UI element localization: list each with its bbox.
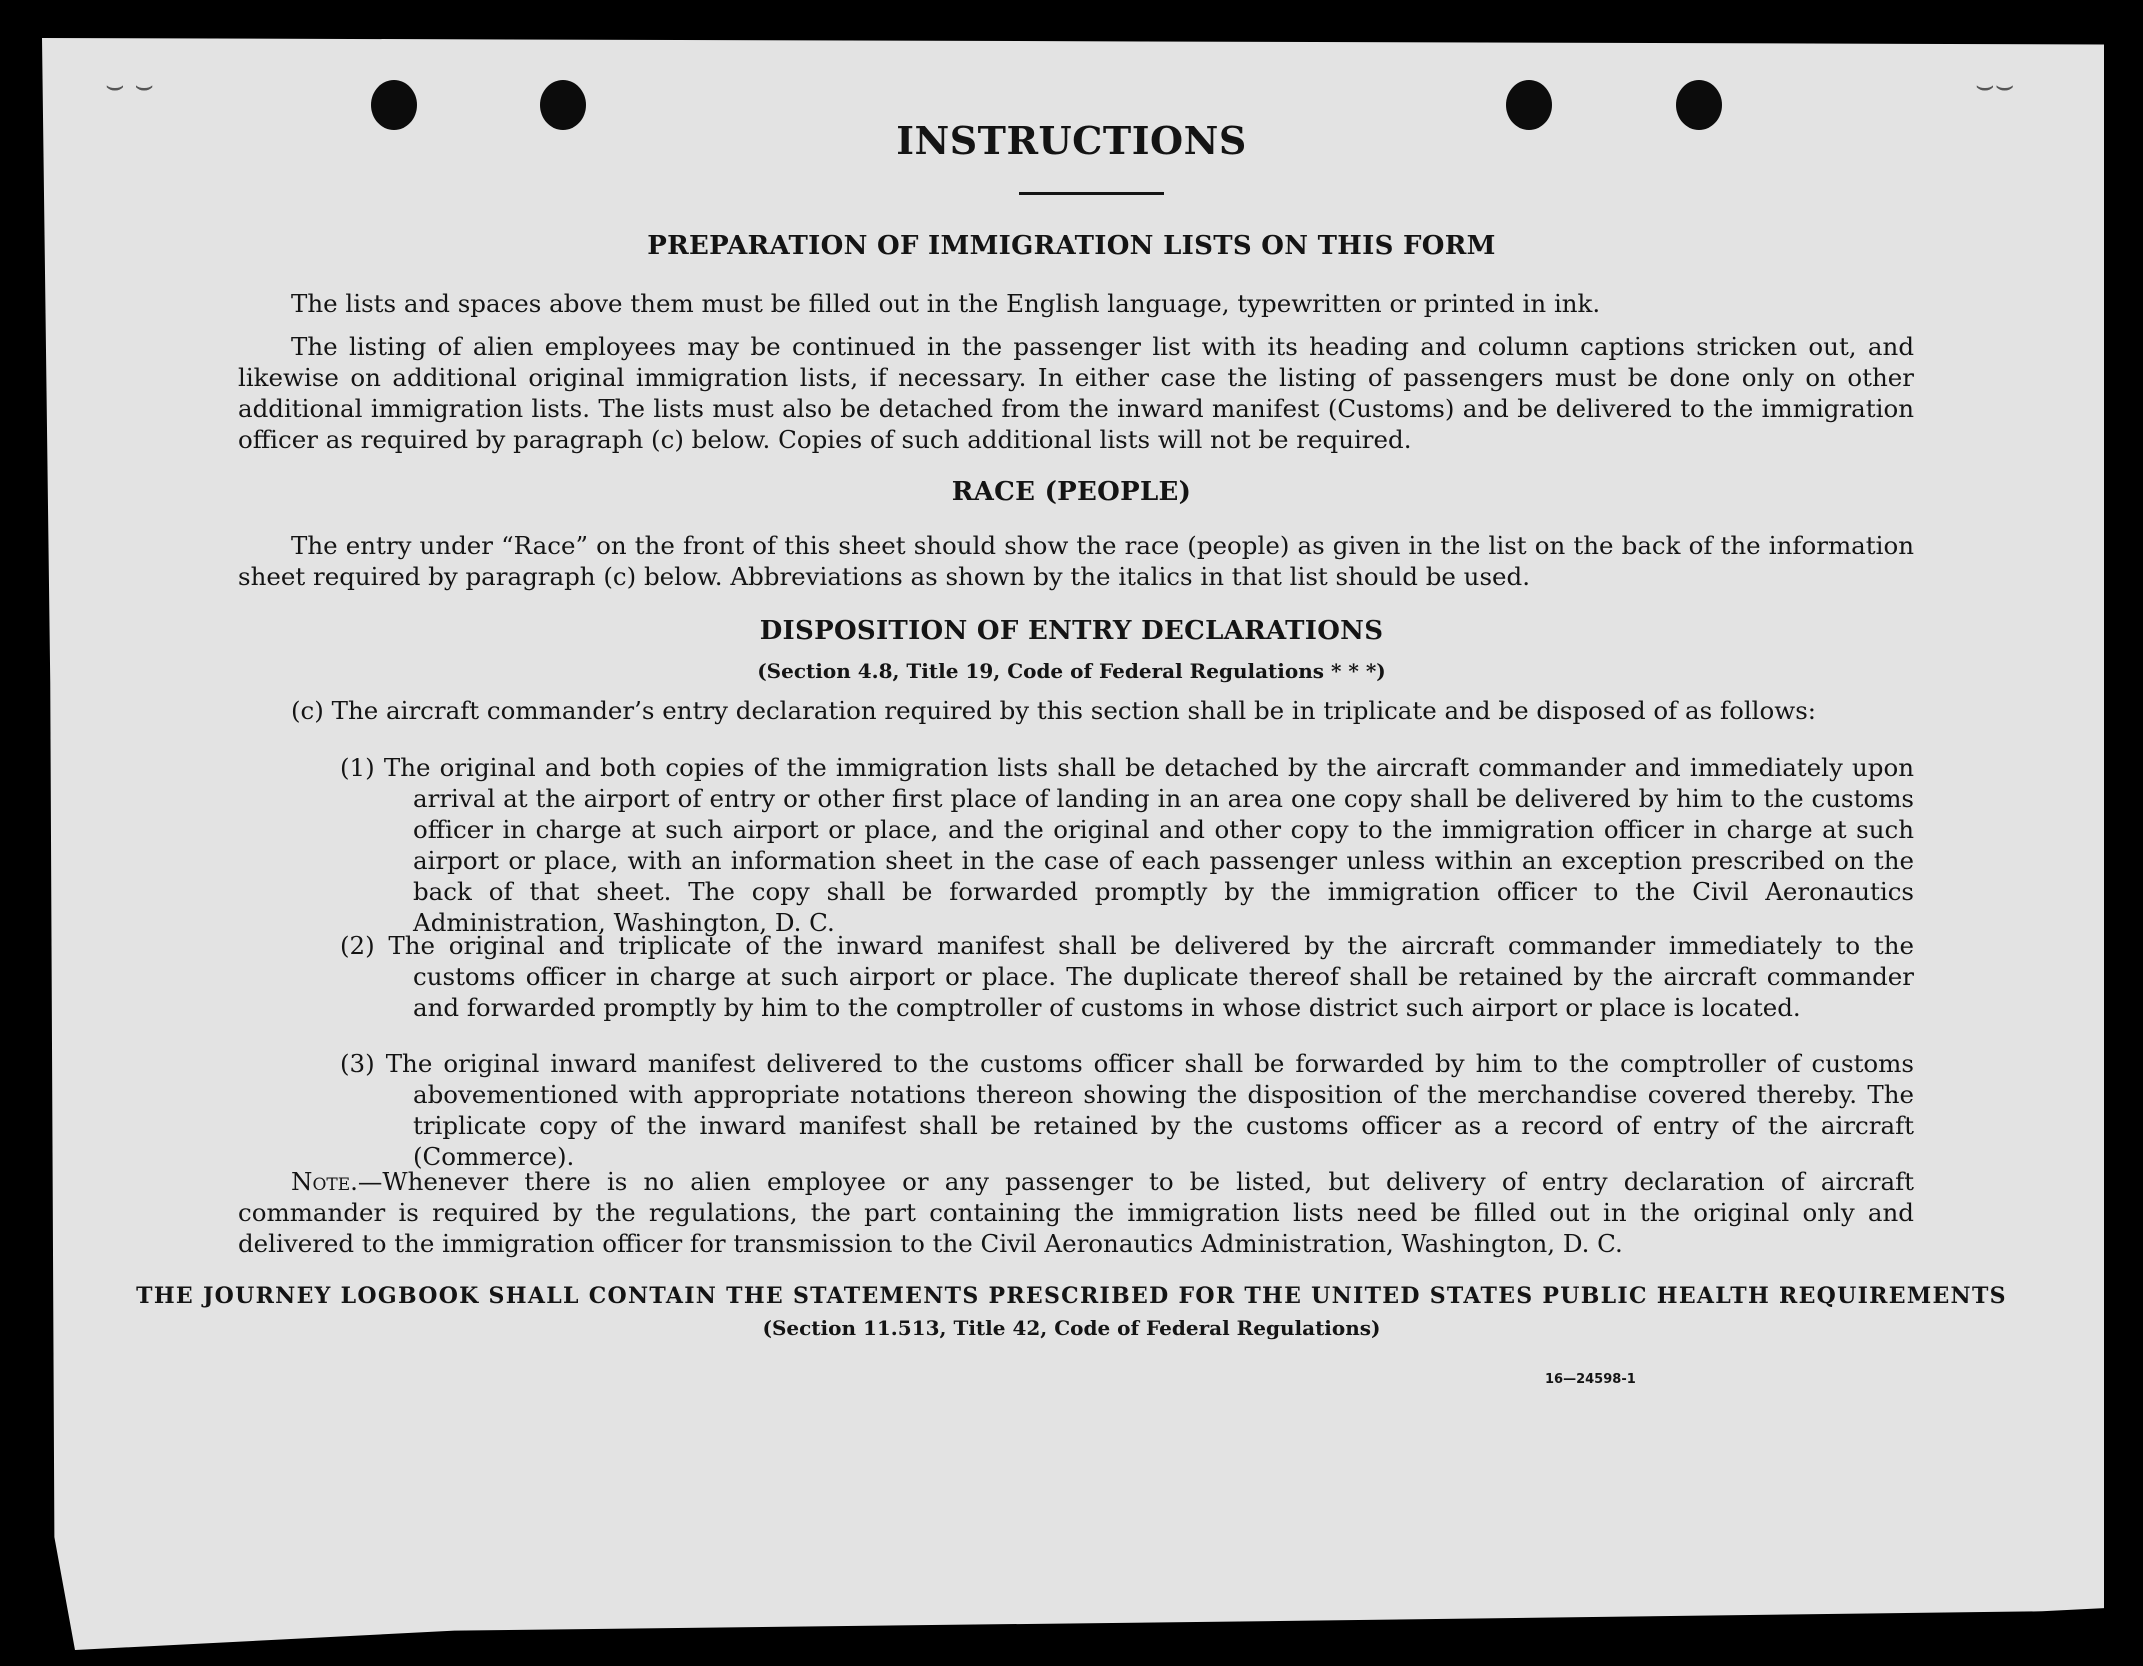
corner-mark-left: ⌣ ⌣ bbox=[105, 68, 155, 103]
disposition-citation: (Section 4.8, Title 19, Code of Federal Regulations * * *) bbox=[757, 659, 1386, 683]
list-item: (1) The original and both copies of the immigration lists shall be detached by the aircraft commander and immediately upon arrival at the airport of entry or other first place of landing in an area one copy shall be delivered by him to the customs officer in charge at such airport or place, and the original and other copy to the immigration officer in charge at such airport or place, with an information sheet in the case of each passenger unless within an exception prescribed on the back of that sheet. The copy shall be forwarded promptly by the immigration officer to the Civil Aeronautics Administration, Washington, D. C. bbox=[340, 753, 1914, 937]
disposition-lead-paragraph: (c) The aircraft commander’s entry declaration required by this section shall be in triplicate and be disposed of as follows: bbox=[291, 696, 1817, 725]
note-text: —Whenever there is no alien employee or any passenger to be listed, but delivery of entry declaration of aircraft commander is required by the regulations, the part containing the immigration lists need be filled out in the original only and delivered to the immigration officer for transmission to the Civil Aeronautics Administration, Washington, D. C. bbox=[238, 1167, 1914, 1258]
paragraph-alien-employees: The listing of alien employees may be continued in the passenger list with its heading and column captions stricken out, and likewise on additional original immigration lists, if necessary. In either case the listing of passengers must be done only on other additional immigration lists. The lists must also be detached from the inward manifest (Customs) and be delivered to the immigration officer as required by paragraph (c) below. Copies of such additional lists will not be required. bbox=[238, 332, 1914, 454]
note-label: Note. bbox=[291, 1167, 358, 1196]
title-underline bbox=[1019, 192, 1164, 195]
note-paragraph bbox=[238, 1166, 1914, 1259]
corner-mark-right: ⌣⌣ bbox=[1975, 68, 2015, 103]
list-item: (2) The original and triplicate of the inward manifest shall be delivered by the aircraft commander immediately to the customs officer in charge at such airport or place. The duplicate thereof shall be retained by the aircraft commander and forwarded promptly by him to the comptroller of customs in whose district such airport or place is located. bbox=[340, 931, 1914, 1022]
logbook-statement: THE JOURNEY LOGBOOK SHALL CONTAIN THE STATEMENTS PRESCRIBED FOR THE UNITED STATES PUBLIC HEALTH REQUIREMENTS bbox=[136, 1283, 2007, 1309]
section-heading-race: RACE (PEOPLE) bbox=[951, 477, 1192, 507]
section-heading-preparation: PREPARATION OF IMMIGRATION LISTS ON THIS FORM bbox=[647, 231, 1496, 261]
paragraph-language: The lists and spaces above them must be filled out in the English language, typewritten or printed in ink. bbox=[291, 289, 1601, 318]
logbook-citation: (Section 11.513, Title 42, Code of Federal Regulations) bbox=[762, 1316, 1381, 1340]
form-number: 16—24598-1 bbox=[1545, 1372, 1636, 1387]
list-item: (3) The original inward manifest delivered to the customs officer shall be forwarded by him to the comptroller of customs abovementioned with appropriate notations thereon showing the disposition of the merchandise covered thereby. The triplicate copy of the inward manifest shall be retained by the customs officer as a record of entry of the aircraft (Commerce). bbox=[340, 1049, 1914, 1171]
section-heading-disposition: DISPOSITION OF ENTRY DECLARATIONS bbox=[759, 616, 1384, 646]
page-title: INSTRUCTIONS bbox=[896, 118, 1247, 163]
paragraph-race: The entry under “Race” on the front of this sheet should show the race (people) as given in the list on the back of the information sheet required by paragraph (c) below. Abbreviations as shown by the italics in that list should be used. bbox=[238, 531, 1914, 591]
